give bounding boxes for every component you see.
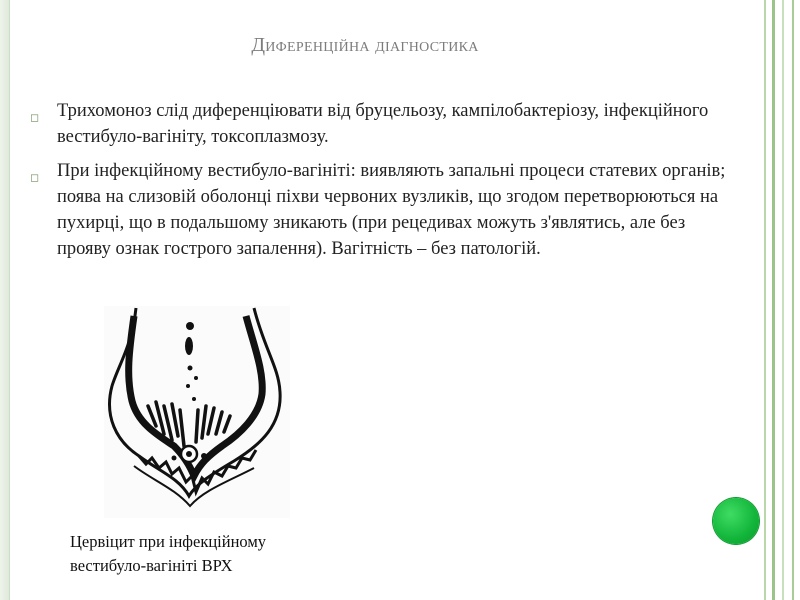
figure-caption-line: вестибуло-вагініті ВРХ xyxy=(70,556,233,575)
slide-title: Диференційна діагностика xyxy=(251,34,479,56)
bullet-item xyxy=(30,158,730,262)
cervicitis-illustration xyxy=(104,306,290,518)
green-circle-icon xyxy=(713,498,759,544)
bullet-item xyxy=(30,98,730,150)
figure-caption-line: Цервіцит при інфекційному xyxy=(70,532,267,551)
bullet-text: При інфекційному вестибуло-вагініті: виявляють запальні процеси статевих органів; поява на слизовій оболонці піхви червоних вузликів, що згодом перетворюються на пухирці, що в подальшому зникають (при рецедивах можуть з'являтись, але без прояву ознак гострого запалення). Вагітність – без патологій. xyxy=(57,161,726,259)
right-decorative-border xyxy=(758,0,800,600)
left-decorative-stripe xyxy=(0,0,10,600)
figure-caption xyxy=(70,530,350,578)
bullet-box-icon: ◻ xyxy=(30,111,40,124)
bullet-box-icon: ◻ xyxy=(30,171,40,184)
bullet-text: Трихомоноз слід диференціювати від бруцельозу, кампілобактеріозу, інфекційного вестибуло-вагініту, токсоплазмозу. xyxy=(57,101,709,147)
bullet-list xyxy=(30,98,730,270)
